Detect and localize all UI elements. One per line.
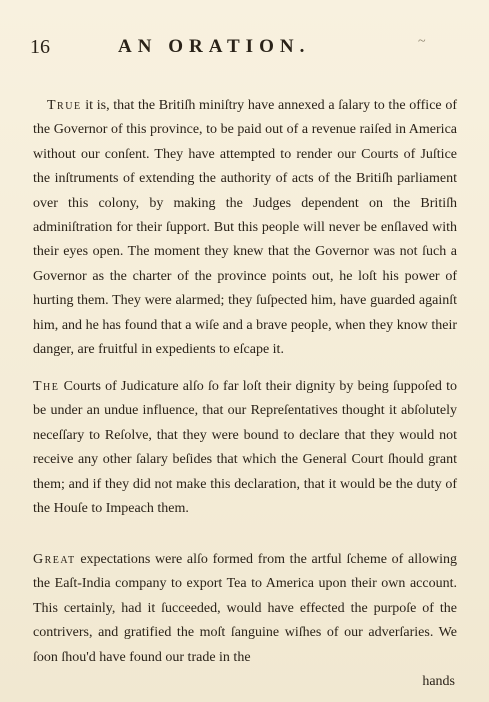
ornament-mark: ~: [418, 34, 426, 49]
page-number: 16: [30, 36, 50, 58]
paragraph-1: [33, 94, 457, 362]
catchword: hands: [422, 674, 455, 690]
page-header: [0, 34, 489, 64]
paragraph-text: it is, that the Britiſh miniſtry have annexed a ſalary to the office of the Governor of this province, to be paid out of a revenue raiſed in America without our conſent. They have attempted to render our Courts of Juſtice the inſtruments of extending the authority of acts of the Britiſh parliament over this colony, by making the Judges dependent on the Britiſh adminiſtration for their ſupport. But this people will never be enſlaved with their eyes open. The moment they knew that the Governor was not ſuch a Governor as the charter of the province points out, he loſt his power of hurting them. They were alarmed; they ſuſpected him, have guarded againſt him, and he has found that a wiſe and a brave people, when they know their danger, are fruitful in expedients to eſcape it.: [33, 98, 457, 358]
paragraph-text: expectations were alſo formed from the artful ſcheme of allowing the Eaſt-India company to export Tea to America upon their own account. This certainly, had it ſucceeded, would have effected the purpoſe of the contrivers, and gratified the moſt ſanguine wiſhes of our adverſaries. We ſoon ſhou'd have found our trade in the: [33, 552, 458, 665]
paragraph-lead-word: True: [47, 98, 82, 113]
paragraph-3: [33, 548, 457, 694]
paragraph-lead-word: Great: [33, 552, 76, 567]
paragraph-lead-word: The: [33, 379, 60, 394]
running-title: AN ORATION.: [118, 36, 311, 57]
paragraph-2: [33, 375, 457, 521]
paragraph-text: Courts of Judicature alſo ſo far loſt their dignity by being ſuppoſed to be under an undue influence, that our Repreſentatives thought it abſolutely neceſſary to Reſolve, that they were bound to declare that they would not receive any other ſalary beſides that which the General Court ſhould grant them; and if they did not make this declaration, that it would be the duty of the Houſe to Impeach them.: [33, 379, 458, 517]
